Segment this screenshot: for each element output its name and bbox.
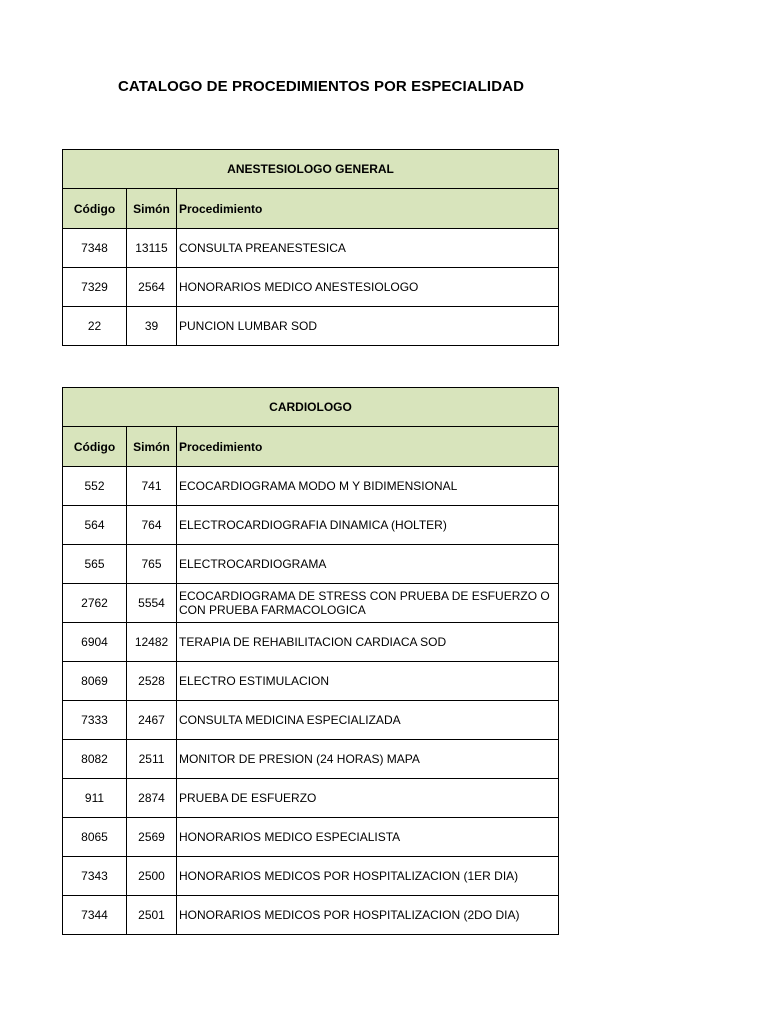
cell-procedimiento: HONORARIOS MEDICO ESPECIALISTA bbox=[177, 818, 559, 857]
table-row bbox=[63, 662, 559, 701]
cell-codigo: 2762 bbox=[63, 584, 127, 623]
cell-simon: 2528 bbox=[127, 662, 177, 701]
cell-codigo: 7333 bbox=[63, 701, 127, 740]
cell-codigo: 564 bbox=[63, 506, 127, 545]
cell-simon: 2500 bbox=[127, 857, 177, 896]
table-row bbox=[63, 506, 559, 545]
table-row bbox=[63, 818, 559, 857]
cell-procedimiento: ELECTROCARDIOGRAFIA DINAMICA (HOLTER) bbox=[177, 506, 559, 545]
table-row bbox=[63, 268, 559, 307]
cell-simon: 764 bbox=[127, 506, 177, 545]
table-row bbox=[63, 229, 559, 268]
column-header-codigo: Código bbox=[63, 189, 127, 229]
column-header-codigo: Código bbox=[63, 427, 127, 467]
cell-codigo: 565 bbox=[63, 545, 127, 584]
cell-simon: 13115 bbox=[127, 229, 177, 268]
cell-codigo: 552 bbox=[63, 467, 127, 506]
specialty-table bbox=[62, 387, 559, 935]
cell-simon: 765 bbox=[127, 545, 177, 584]
table-row bbox=[63, 623, 559, 662]
cell-codigo: 7343 bbox=[63, 857, 127, 896]
cell-procedimiento: ECOCARDIOGRAMA MODO M Y BIDIMENSIONAL bbox=[177, 467, 559, 506]
cell-procedimiento: MONITOR DE PRESION (24 HORAS) MAPA bbox=[177, 740, 559, 779]
cell-procedimiento: CONSULTA MEDICINA ESPECIALIZADA bbox=[177, 701, 559, 740]
table-row bbox=[63, 467, 559, 506]
cell-simon: 2501 bbox=[127, 896, 177, 935]
cell-simon: 2569 bbox=[127, 818, 177, 857]
cell-procedimiento: ECOCARDIOGRAMA DE STRESS CON PRUEBA DE ESFUERZO O CON PRUEBA FARMACOLOGICA bbox=[177, 584, 559, 623]
cell-simon: 2467 bbox=[127, 701, 177, 740]
cell-codigo: 7329 bbox=[63, 268, 127, 307]
cell-simon: 741 bbox=[127, 467, 177, 506]
cell-codigo: 8065 bbox=[63, 818, 127, 857]
cell-procedimiento: ELECTROCARDIOGRAMA bbox=[177, 545, 559, 584]
table-row bbox=[63, 896, 559, 935]
cell-simon: 39 bbox=[127, 307, 177, 346]
table-row bbox=[63, 779, 559, 818]
cell-procedimiento: HONORARIOS MEDICOS POR HOSPITALIZACION (1ER DIA) bbox=[177, 857, 559, 896]
cell-codigo: 8082 bbox=[63, 740, 127, 779]
cell-procedimiento: HONORARIOS MEDICO ANESTESIOLOGO bbox=[177, 268, 559, 307]
specialty-table bbox=[62, 149, 559, 346]
table-row bbox=[63, 545, 559, 584]
column-header-simon: Simón bbox=[127, 189, 177, 229]
cell-procedimiento: CONSULTA PREANESTESICA bbox=[177, 229, 559, 268]
section-title: CARDIOLOGO bbox=[63, 388, 559, 427]
cell-codigo: 6904 bbox=[63, 623, 127, 662]
table-row bbox=[63, 307, 559, 346]
page-title: CATALOGO DE PROCEDIMIENTOS POR ESPECIALIDAD bbox=[118, 78, 524, 95]
table-row bbox=[63, 701, 559, 740]
cell-codigo: 911 bbox=[63, 779, 127, 818]
cell-procedimiento: ELECTRO ESTIMULACION bbox=[177, 662, 559, 701]
cell-codigo: 7344 bbox=[63, 896, 127, 935]
column-header-procedimiento: Procedimiento bbox=[177, 427, 559, 467]
cell-simon: 2874 bbox=[127, 779, 177, 818]
table-row bbox=[63, 584, 559, 623]
cell-procedimiento: TERAPIA DE REHABILITACION CARDIACA SOD bbox=[177, 623, 559, 662]
cell-codigo: 22 bbox=[63, 307, 127, 346]
cell-codigo: 7348 bbox=[63, 229, 127, 268]
cell-codigo: 8069 bbox=[63, 662, 127, 701]
cell-simon: 12482 bbox=[127, 623, 177, 662]
section-title: ANESTESIOLOGO GENERAL bbox=[63, 150, 559, 189]
column-header-simon: Simón bbox=[127, 427, 177, 467]
column-header-procedimiento: Procedimiento bbox=[177, 189, 559, 229]
cell-procedimiento: PUNCION LUMBAR SOD bbox=[177, 307, 559, 346]
cell-simon: 5554 bbox=[127, 584, 177, 623]
cell-simon: 2511 bbox=[127, 740, 177, 779]
table-row bbox=[63, 740, 559, 779]
cell-procedimiento: HONORARIOS MEDICOS POR HOSPITALIZACION (2DO DIA) bbox=[177, 896, 559, 935]
cell-procedimiento: PRUEBA DE ESFUERZO bbox=[177, 779, 559, 818]
cell-simon: 2564 bbox=[127, 268, 177, 307]
table-row bbox=[63, 857, 559, 896]
